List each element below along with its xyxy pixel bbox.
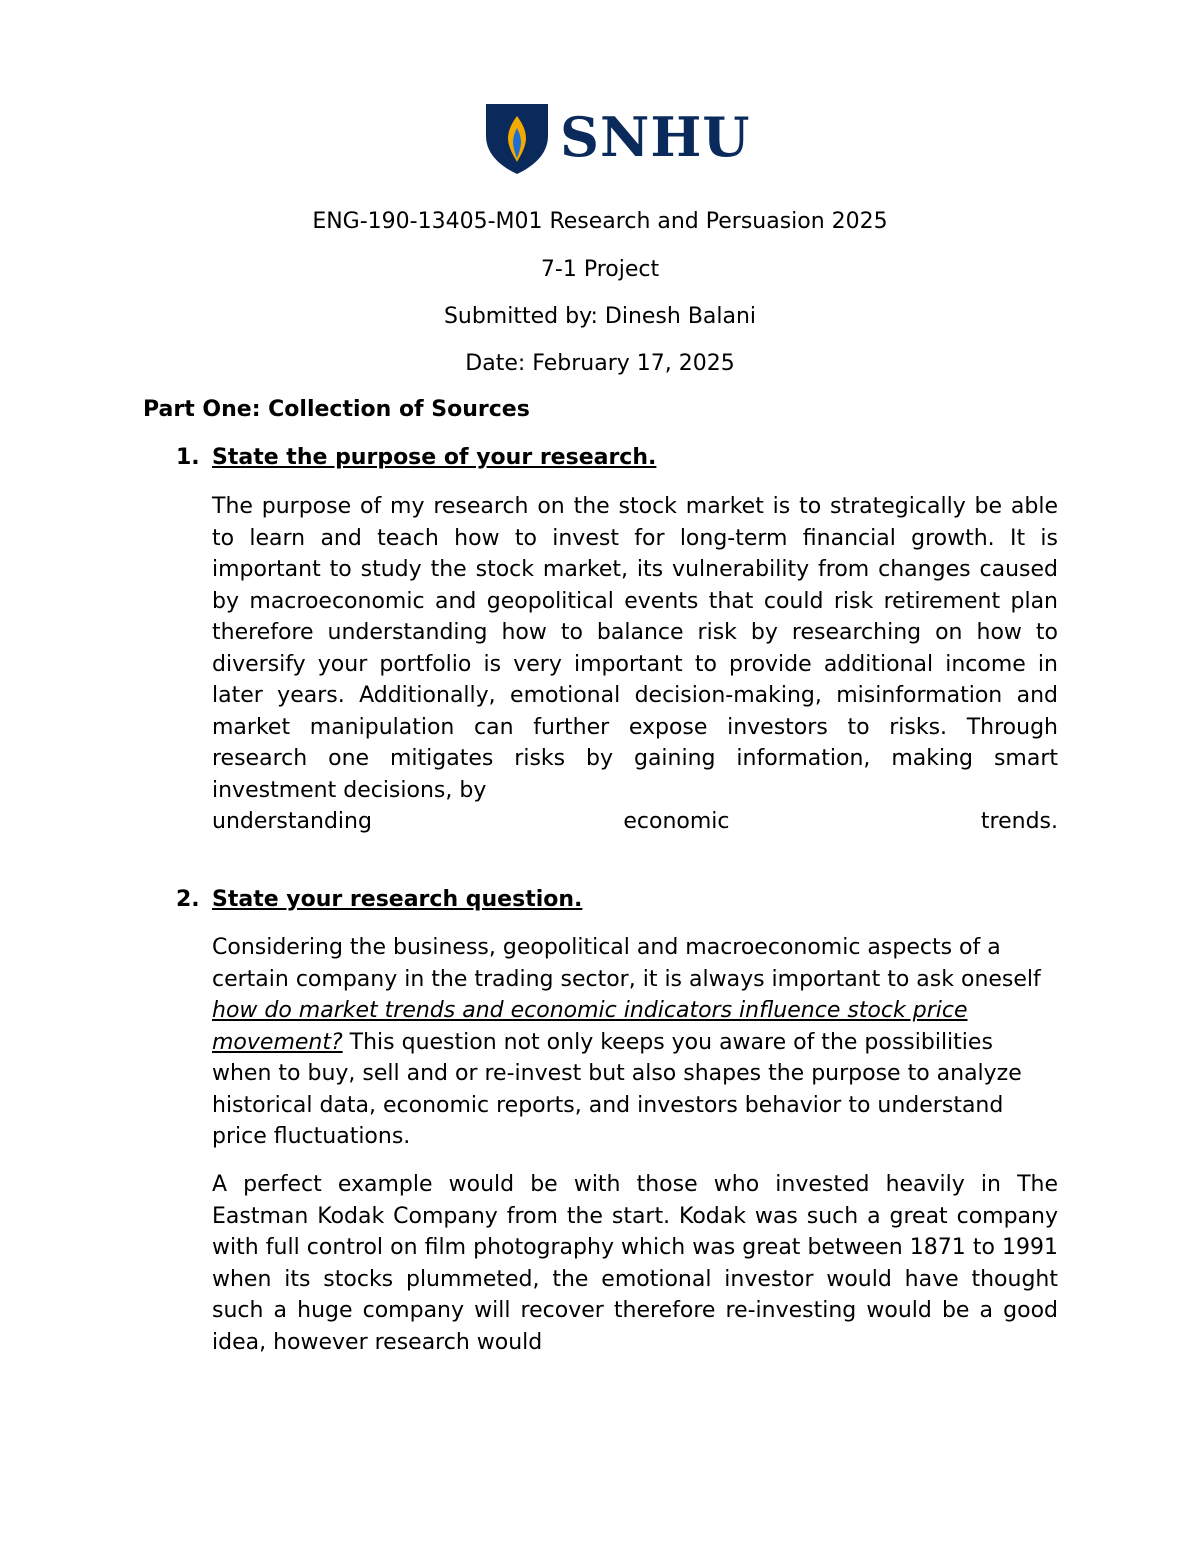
question-1-heading xyxy=(176,444,656,472)
question-2-paragraph xyxy=(212,932,1058,1153)
question-2-heading xyxy=(176,886,582,914)
project-title: 7-1 Project xyxy=(540,257,660,282)
question-1-title: State the purpose of your research. xyxy=(212,445,657,470)
course-title: ENG-190-13405-M01 Research and Persuasion 2025 xyxy=(312,209,888,234)
shield-flame-icon xyxy=(484,102,550,176)
question-2-number: 2. xyxy=(176,887,200,912)
snhu-logo xyxy=(484,102,751,176)
submitted-by: Submitted by: Dinesh Balani xyxy=(443,304,757,329)
question-2-text-after: This question not only keeps you aware of the possibilities when to buy, sell and or re-invest but also shapes the purpose to analyze historical data, economic reports, and investors behavior to understand price fluctuations. xyxy=(212,1029,1022,1149)
question-1-number: 1. xyxy=(176,445,200,470)
question-2-text-before: Considering the business, geopolitical and macroeconomic aspects of a certain company in the trading sector, it is always important to ask oneself xyxy=(212,935,1041,992)
part-heading: Part One: Collection of Sources xyxy=(143,397,530,422)
logo-wordmark: SNHU xyxy=(560,105,751,169)
research-question-emphasis: how do market trends and economic indicators influence stock price movement? xyxy=(212,998,968,1055)
question-1-paragraph: The purpose of my research on the stock market is to strategically be able to learn and teach how to invest for long-term financial growth. It is important to study the stock market, its vulnerability from changes caused by macroeconomic and geopolitical events that could risk retirement plan therefore understanding how to balance risk by researching on how to diversify your portfolio is very important to provide additional income in later years. Additionally, emotional decision-making, misinformation and market manipulation can further expose investors to risks. Through research one mitigates risks by gaining information, making smart investment decisions, by xyxy=(212,494,1058,803)
question-2-title: State your research question. xyxy=(212,887,583,912)
question-2-example-paragraph: A perfect example would be with those who invested heavily in The Eastman Kodak Company from the start. Kodak was such a great company with full control on film photography which was great between 1871 to 1991 when its stocks plummeted, the emotional investor would have thought such a huge company will recover therefore re-investing would be a good idea, however research would xyxy=(212,1172,1058,1355)
submission-date: Date: February 17, 2025 xyxy=(465,351,735,376)
question-1-last-line: understanding economic trends. xyxy=(212,809,1058,834)
